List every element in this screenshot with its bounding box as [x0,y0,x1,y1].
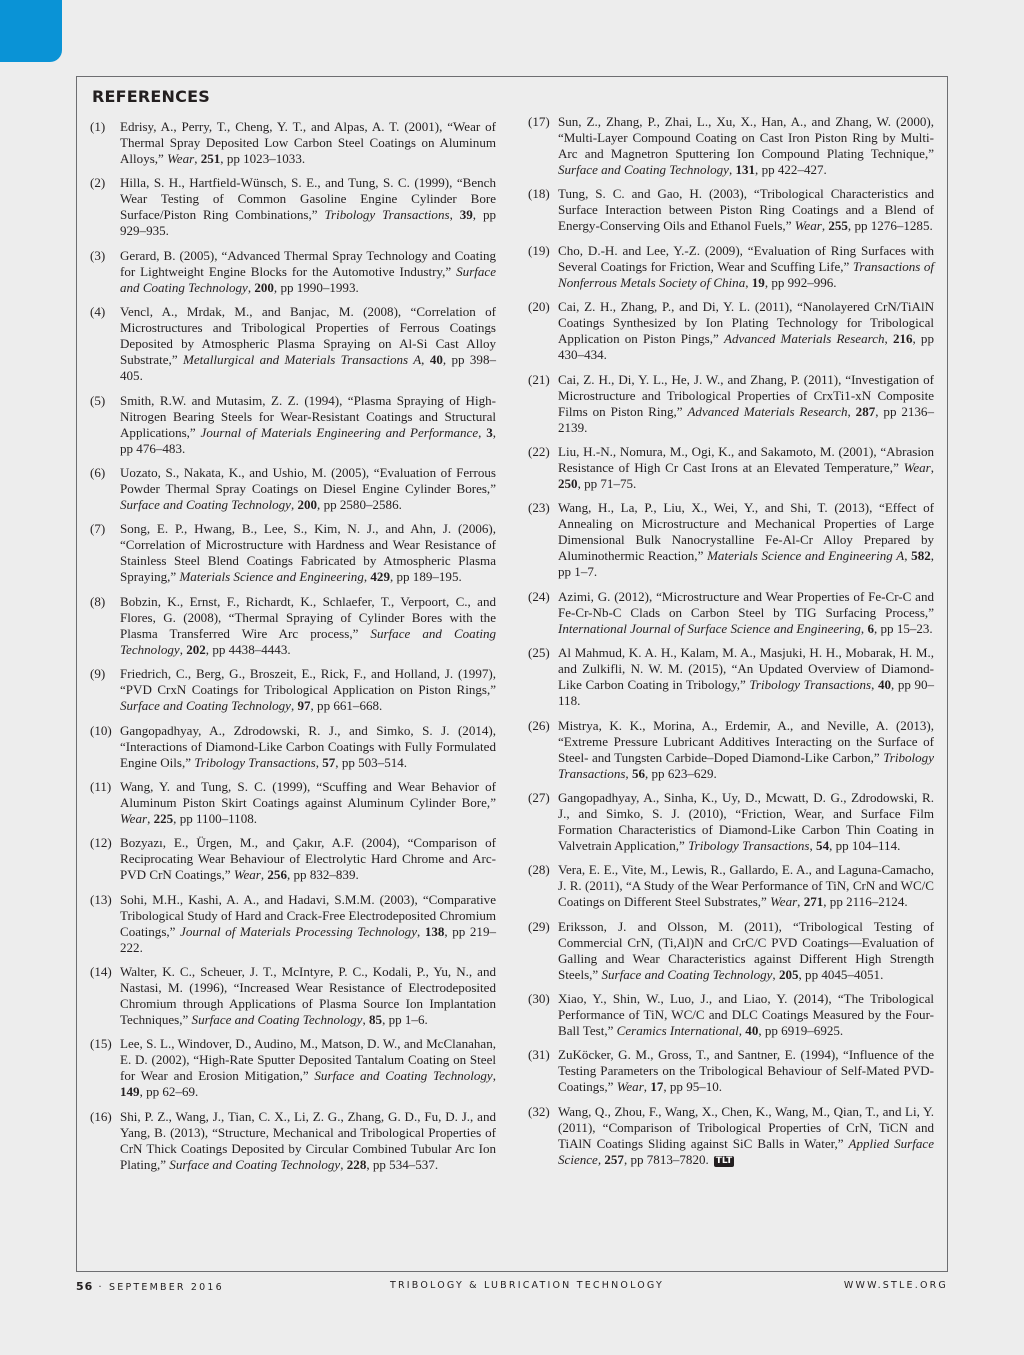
reference-text: , pp 90–118. [558,677,935,709]
volume-number: 205 [778,966,799,982]
corner-color-tab [0,0,62,62]
reference-item [528,718,934,782]
reference-item [90,248,496,296]
volume-number: 56 [631,765,645,781]
reference-item [528,186,934,234]
reference-text: Vera, E. E., Vite, M., Lewis, R., Gallardo, E. A., and Laguna-Camacho, J. R. (2011), “A Study of the Wear Performance of TiN, CrN and WC/C Coatings on Different Steel Substrates,” [558,862,934,910]
reference-text: , [362,1012,370,1028]
volume-number: 255 [828,218,848,234]
reference-text: , [860,620,868,636]
reference-item [90,119,496,167]
reference-text: , pp 832–839. [286,867,359,883]
reference-text: Edrisy, A., Perry, T., Cheng, Y. T., and Alpas, A. T. (2001), “Wear of Thermal Spray Deposited Low Carbon Steel Coatings on Aluminum Alloys,” [120,119,496,166]
reference-number: (13) [90,891,112,907]
reference-text: , [871,677,878,693]
journal-title: Advanced Materials Research [723,331,885,347]
tlt-end-mark-icon: TLT [715,1155,733,1166]
journal-title: Wear [120,810,148,826]
reference-text: , [194,151,201,166]
reference-item [90,666,496,714]
volume-number: 225 [153,810,174,826]
reference-number: (11) [90,778,112,794]
reference-text: , [340,1156,347,1172]
references-box [76,76,948,1272]
footer-separator: · [98,1282,104,1293]
reference-text: ZuKöcker, G. M., Gross, T., and Santner, E. (1994), “Influence of the Testing Parameters on the Tribological Behaviour of Self-Mated PVD-Coatings,” [558,1047,934,1095]
reference-number: (14) [90,964,112,980]
journal-title: Tribology Transactions [688,837,810,853]
volume-number: 40 [429,352,443,368]
reference-item [528,444,934,492]
journal-title: Wear [794,218,822,234]
volume-number: 256 [267,867,287,883]
reference-number: (15) [90,1036,112,1052]
volume-number: 250 [558,475,578,491]
reference-text: , pp 1023–1033. [220,151,306,166]
reference-item [528,991,934,1039]
reference-text: Shi, P. Z., Wang, J., Tian, C. X., Li, Z. G., Zhang, G. D., Fu, D. J., and Yang, B. (2013), “Structure, Mechanical and Tribological Properties of CrN Thick Coatings Deposited by Circular Combined Tubular Arc Ion Plating,” [120,1108,496,1172]
reference-item [528,919,934,983]
reference-number: (22) [528,443,550,459]
issue-date: SEPTEMBER 2016 [109,1282,224,1293]
reference-text: , [809,837,817,853]
reference-number: (29) [528,918,550,934]
journal-title: International Journal of Surface Science and Engineering [558,620,861,636]
reference-text: Cai, Z. H., Zhang, P., and Di, Y. L. (2011), “Nanolayered CrN/TiAlN Coatings Synthesized by Ion Plating Technology for Tribological Application on Piston Pings,” [558,299,934,347]
reference-text: , [643,1079,651,1095]
reference-item [528,243,934,291]
reference-number: (6) [90,464,106,480]
reference-text: Lee, S. L., Windover, D., Audino, M., Matson, D. W., and McClanahan, E. D. (2002), “High-Rate Sputter Deposited Tantalum Coating on Steel for Wear and Erosion Mitigation,” [120,1036,496,1084]
reference-text: , pp 992–996. [764,274,837,290]
reference-number: (20) [528,299,550,315]
reference-number: (2) [90,175,106,191]
reference-text: , pp 15–23. [873,620,933,636]
volume-number: 429 [370,569,390,585]
volume-number: 97 [297,698,311,714]
reference-text: Mistrya, K. K., Morina, A., Erdemir, A., and Neville, A. (2013), “Extreme Pressure Lubricant Additives Interacting on the Surface of Steel- and Tungsten Carbide–Doped Diamond-Like Carbon,” [558,717,934,765]
reference-text: , pp 1100–1108. [173,810,258,826]
reference-item [528,645,934,709]
reference-item [528,1047,934,1095]
reference-number: (24) [528,588,550,604]
volume-number: 138 [424,923,445,939]
volume-number: 582 [911,548,931,564]
footer-left [76,1280,224,1293]
reference-text: Friedrich, C., Berg, G., Broszeit, E., Rick, F., and Holland, J. (1997), “PVD CrxN Coatings for Tribological Application on Piston Rings,” [120,666,496,698]
reference-text: Cai, Z. H., Di, Y. L., He, J. W., and Zhang, P. (2011), “Investigation of Microstructure and Tribological Properties of CrxTi1-xN Composite Films on Piston Ring,” [558,371,934,419]
reference-text: , pp 1–6. [382,1012,428,1028]
reference-item [528,500,934,580]
reference-number: (5) [90,392,106,408]
reference-item [90,1036,496,1100]
reference-text: Hilla, S. H., Hartfield-Wünsch, S. E., and Tung, S. C. (1999), “Bench Wear Testing of Common Gasoline Engine Cylinder Bore Surface/Piston Ring Combinations,” [120,175,496,223]
journal-title: Transactions of Nonferrous Metals Society of China [558,258,935,290]
reference-item [90,892,496,956]
journal-title: Advanced Materials Research [687,403,848,419]
journal-title: Wear [770,894,798,910]
volume-number: 40 [877,677,891,693]
journal-title: Journal of Materials Processing Technology [180,923,417,939]
reference-text: , [290,698,298,714]
reference-item [90,594,496,658]
reference-text: , pp 6919–6925. [758,1023,844,1039]
reference-number: (4) [90,304,106,320]
volume-number: 19 [751,274,765,290]
journal-title: Ceramics International [616,1023,739,1039]
reference-item [90,779,496,827]
reference-number: (26) [528,717,550,733]
reference-text: Walter, K. C., Scheuer, J. T., McIntyre, P. C., Kodali, P., Yu, N., and Nastasi, M. (1996), “Increased Wear Resistance of Electrodeposited Chromium through Applications of Plasma Source Ion Implantation Techniques,” [120,964,496,1028]
reference-number: (28) [528,862,550,878]
reference-text: , [847,403,856,419]
reference-text: , [417,923,425,939]
reference-text: Wang, H., La, P., Liu, X., Wei, Y., and Shi, T. (2013), “Effect of Annealing on Microstructure and Mechanical Properties of Large Dimensional Bulk Nanocrystalline Fe-Al-Cr Alloy Prepared by Aluminothermic Reaction,” [558,500,934,564]
journal-title: Surface and Coating Technology [191,1012,363,1028]
volume-number: 3 [486,424,493,440]
reference-text: Vencl, A., Mrdak, M., and Banjac, M. (2008), “Correlation of Microstructures and Tribological Properties of Ferrous Coatings Deposited by Atmospheric Plasma Spraying on Al-Si Cast Alloy Substrate,” [120,304,496,368]
reference-number: (23) [528,500,550,516]
reference-item [528,1104,934,1168]
reference-text: , pp 422–427. [755,162,827,177]
reference-text: , pp 503–514. [335,754,408,770]
reference-text: , [728,162,736,177]
reference-number: (18) [528,186,550,202]
journal-title: Surface and Coating Technology [120,698,291,714]
reference-text: , [290,496,298,512]
reference-number: (1) [90,119,106,134]
journal-title: Metallurgical and Materials Transactions A [182,352,422,368]
reference-text: , pp 104–114. [829,837,901,853]
reference-text: , pp 476–483. [120,424,496,456]
volume-number: 149 [120,1084,140,1100]
reference-text: , [147,810,154,826]
volume-number: 200 [254,279,274,295]
reference-number: (9) [90,666,106,682]
reference-text: , pp 4438–4443. [205,641,291,657]
reference-text: , [745,274,752,290]
reference-item [90,175,496,239]
reference-text: , pp 189–195. [389,569,462,585]
reference-text: , [772,966,779,982]
reference-text: , [478,424,487,440]
reference-text: , pp 534–537. [366,1156,439,1172]
journal-title: Surface and Coating Technology [120,263,496,295]
reference-item [528,589,934,637]
references-column-right [528,114,934,1176]
volume-number: 131 [735,162,756,177]
references-heading: REFERENCES [92,87,210,106]
volume-number: 57 [322,754,336,770]
reference-text: , [421,352,430,368]
reference-text: Song, E. P., Hwang, B., Lee, S., Kim, N. J., and Ahn, J. (2006), “Correlation of Microstructure with Hardness and Wear Resistance of Stainless Steel Blend Coatings Fabricated by Atmospheric Plasma Spraying,” [120,521,496,585]
reference-text: , [904,548,912,564]
journal-title: Tribology Transactions [749,677,872,693]
reference-number: (21) [528,371,550,387]
reference-number: (8) [90,593,106,609]
reference-number: (7) [90,521,106,537]
reference-text: Al Mahmud, K. A. H., Kalam, M. A., Masjuki, H. H., Mobarak, H. M., and Zulkifli, N. W. M. (2015), “An Updated Overview of Diamond-Like Carbon Coating in Tribology,” [558,645,934,693]
reference-number: (12) [90,835,112,851]
reference-text: , pp 623–629. [645,765,717,781]
reference-number: (10) [90,722,112,738]
reference-text: , pp 95–10. [663,1079,723,1095]
reference-number: (19) [528,242,550,258]
reference-item [528,372,934,436]
journal-title: Wear [903,459,931,475]
publication-name: TRIBOLOGY & LUBRICATION TECHNOLOGY [390,1280,664,1291]
volume-number: 17 [650,1079,664,1095]
reference-text: Bozyazı, E., Ürgen, M., and Çakır, A.F. (2004), “Comparison of Reciprocating Wear Behaviour of Electrolytic Hard Chrome and Arc-PVD CrN Coatings,” [120,835,496,883]
references-column-left [90,119,496,1181]
reference-text: Smith, R.W. and Mutasim, Z. Z. (1994), “Plasma Spraying of High-Nitrogen Bearing Steels for Wear-Resistant Coatings and Structural Applications,” [120,392,496,440]
reference-text: , [821,218,829,234]
page-number: 56 [76,1280,94,1293]
volume-number: 6 [867,620,874,636]
volume-number: 39 [459,207,473,223]
reference-text: , pp 2136–2139. [558,403,934,435]
volume-number: 200 [297,496,318,512]
reference-text: Wang, Q., Zhou, F., Wang, X., Chen, K., Wang, M., Qian, T., and Li, Y. (2011), “Comparison of Tribological Properties of CrN, TiCN and TiAlN Coatings Sliding against SiC Balls in Water,” [558,1103,934,1151]
reference-item [90,304,496,384]
reference-item [90,835,496,883]
reference-text: , [797,894,804,910]
reference-text: , pp 661–668. [310,698,383,714]
reference-text: Wang, Y. and Tung, S. C. (1999), “Scuffing and Wear Behavior of Aluminum Piston Skirt Coatings against Aluminum Cylinder Bore,” [120,778,496,810]
reference-text: Bobzin, K., Ernst, F., Richardt, K., Schlaefer, T., Verpoort, C., and Flores, G. (2008), “Thermal Spraying of Cylinder Bores with the Plasma Transferred Wire Arc process,” [120,593,496,641]
volume-number: 85 [369,1012,383,1028]
reference-text: Tung, S. C. and Gao, H. (2003), “Tribological Characteristics and Surface Interaction between Piston Ring Coatings and a Blend of Energy-Conserving Oils and Ethanol Fuels,” [558,186,934,234]
reference-text: Uozato, S., Nakata, K., and Ushio, M. (2005), “Evaluation of Ferrous Powder Thermal Spray Coatings on Diesel Engine Cylinder Bores,” [120,464,496,496]
reference-item [528,299,934,363]
reference-text: Gerard, B. (2005), “Advanced Thermal Spray Technology and Coating for Lightweight Engine Blocks for the Automotive Industry,” [120,247,496,279]
reference-text: , pp 71–75. [577,475,637,491]
reference-text: , pp 2116–2124. [823,894,908,910]
reference-text: Cho, D.-H. and Lee, Y.-Z. (2009), “Evaluation of Ring Surfaces with Several Coatings for Friction, Wear and Scuffing Life,” [558,242,934,274]
reference-text: , [179,641,187,657]
reference-number: (17) [528,114,550,129]
volume-number: 271 [803,894,824,910]
reference-number: (16) [90,1108,112,1124]
volume-number: 216 [892,331,913,347]
reference-item [528,790,934,854]
journal-title: Tribology Transactions [324,207,450,223]
reference-text: Gangopadhyay, A., Sinha, K., Uy, D., Mcwatt, D. G., Zdrodowski, R. J., and Simko, S. J. (2010), “Friction, Wear, and Surface Film Formation Characteristics of Diamond-Like Carbon Thin Coating in Valvetrain Application,” [558,789,934,853]
reference-number: (32) [528,1103,550,1119]
volume-number: 40 [745,1023,759,1039]
reference-item [90,465,496,513]
reference-text: , pp 7813–7820. [623,1151,709,1167]
reference-text: Liu, H.-N., Nomura, M., Ogi, K., and Sakamoto, M. (2001), “Abrasion Resistance of High Cr Cast Irons at an Elevated Temperature,” [558,443,934,475]
reference-text: , [260,867,268,883]
reference-text: , [315,754,323,770]
reference-item [90,1109,496,1173]
reference-text: , [247,279,255,295]
reference-text: , pp 219–222. [120,923,496,955]
volume-number: 228 [346,1156,367,1172]
reference-item [90,964,496,1028]
reference-number: (25) [528,645,550,661]
website-link[interactable]: WWW.STLE.ORG [843,1280,948,1291]
reference-text: Sohi, M.H., Kashi, A. A., and Hadavi, S.M.M. (2003), “Comparative Tribological Study of Hard and Crack-Free Electrodeposited Chromium Coatings,” [120,891,496,939]
reference-text: , pp 430–434. [558,331,934,363]
reference-text: , [930,459,934,475]
journal-title: Tribology Transactions, [558,749,934,781]
volume-number: 287 [855,403,876,419]
volume-number: 202 [186,641,206,657]
reference-text: , pp 398–405. [120,352,496,384]
journal-title: Wear [167,151,195,166]
volume-number: 54 [816,837,830,853]
journal-title: Materials Science and Engineering [179,569,364,585]
reference-number: (3) [90,247,106,263]
journal-title: Surface and Coating Technology [558,162,729,177]
reference-item [90,723,496,771]
journal-title: Journal of Materials Engineering and Performance [200,424,479,440]
reference-text: Eriksson, J. and Olsson, M. (2011), “Tribological Testing of Commercial CrN, (Ti,Al)N and CrC/C PVD Coatings—Evaluation of Galling and Wear Characteristics against Different High Strength Steels,” [558,918,934,982]
reference-item [528,862,934,910]
journal-title: Wear [616,1079,644,1095]
reference-item [528,114,934,178]
journal-title: Tribology Transactions [194,754,316,770]
journal-title: Surface and Coating Technology [601,966,773,982]
reference-item [90,521,496,585]
journal-title: Surface and Coating Technology [120,625,496,657]
journal-title: Surface and Coating Technology [169,1156,341,1172]
journal-title: Surface and Coating Technology [314,1068,493,1084]
reference-text: , [492,1068,496,1084]
reference-item [90,393,496,457]
reference-text: , [449,207,460,223]
volume-number: 257 [604,1151,624,1167]
reference-text: Gangopadhyay, A., Zdrodowski, R. J., and Simko, S. J. (2014), “Interactions of Diamond-Like Carbon Coatings with Fully Formulated Engine Oils,” [120,722,496,770]
journal-title: Applied Surface Science, [558,1135,934,1167]
reference-number: (31) [528,1047,550,1063]
reference-number: (27) [528,789,550,805]
reference-text: , [363,569,371,585]
reference-text: Sun, Z., Zhang, P., Zhai, L., Xu, X., Han, A., and Zhang, W. (2000), “Multi-Layer Compound Coating on Cast Iron Piston Ring by Multi-Arc and Magnetron Sputtering Ion Compound Plating Technique,” [558,114,934,161]
reference-text: , pp 1990–1993. [273,279,359,295]
reference-text: Xiao, Y., Shin, W., Luo, J., and Liao, Y. (2014), “The Tribological Performance of TiN, WC/C and DLC Coatings Measured by the Four-Ball Test,” [558,991,934,1039]
reference-text: , pp 1–7. [558,548,935,580]
reference-text: , pp 2580–2586. [317,496,402,512]
reference-number: (30) [528,991,550,1007]
reference-text: , pp 62–69. [139,1084,199,1100]
reference-text: , [738,1023,746,1039]
reference-text: , [884,331,893,347]
volume-number: 251 [200,151,221,166]
journal-title: Materials Science and Engineering A [707,548,905,564]
reference-text: , pp 1276–1285. [847,218,933,234]
journal-title: Surface and Coating Technology [120,496,291,512]
journal-title: Wear [233,867,261,883]
reference-text: , pp 4045–4051. [798,966,884,982]
reference-text: Azimi, G. (2012), “Microstructure and Wear Properties of Fe-Cr-C and Fe-Cr-Nb-C Clads on Carbon Steel by TIG Surfacing Process,” [558,588,934,620]
reference-text: , pp 929–935. [120,207,496,239]
